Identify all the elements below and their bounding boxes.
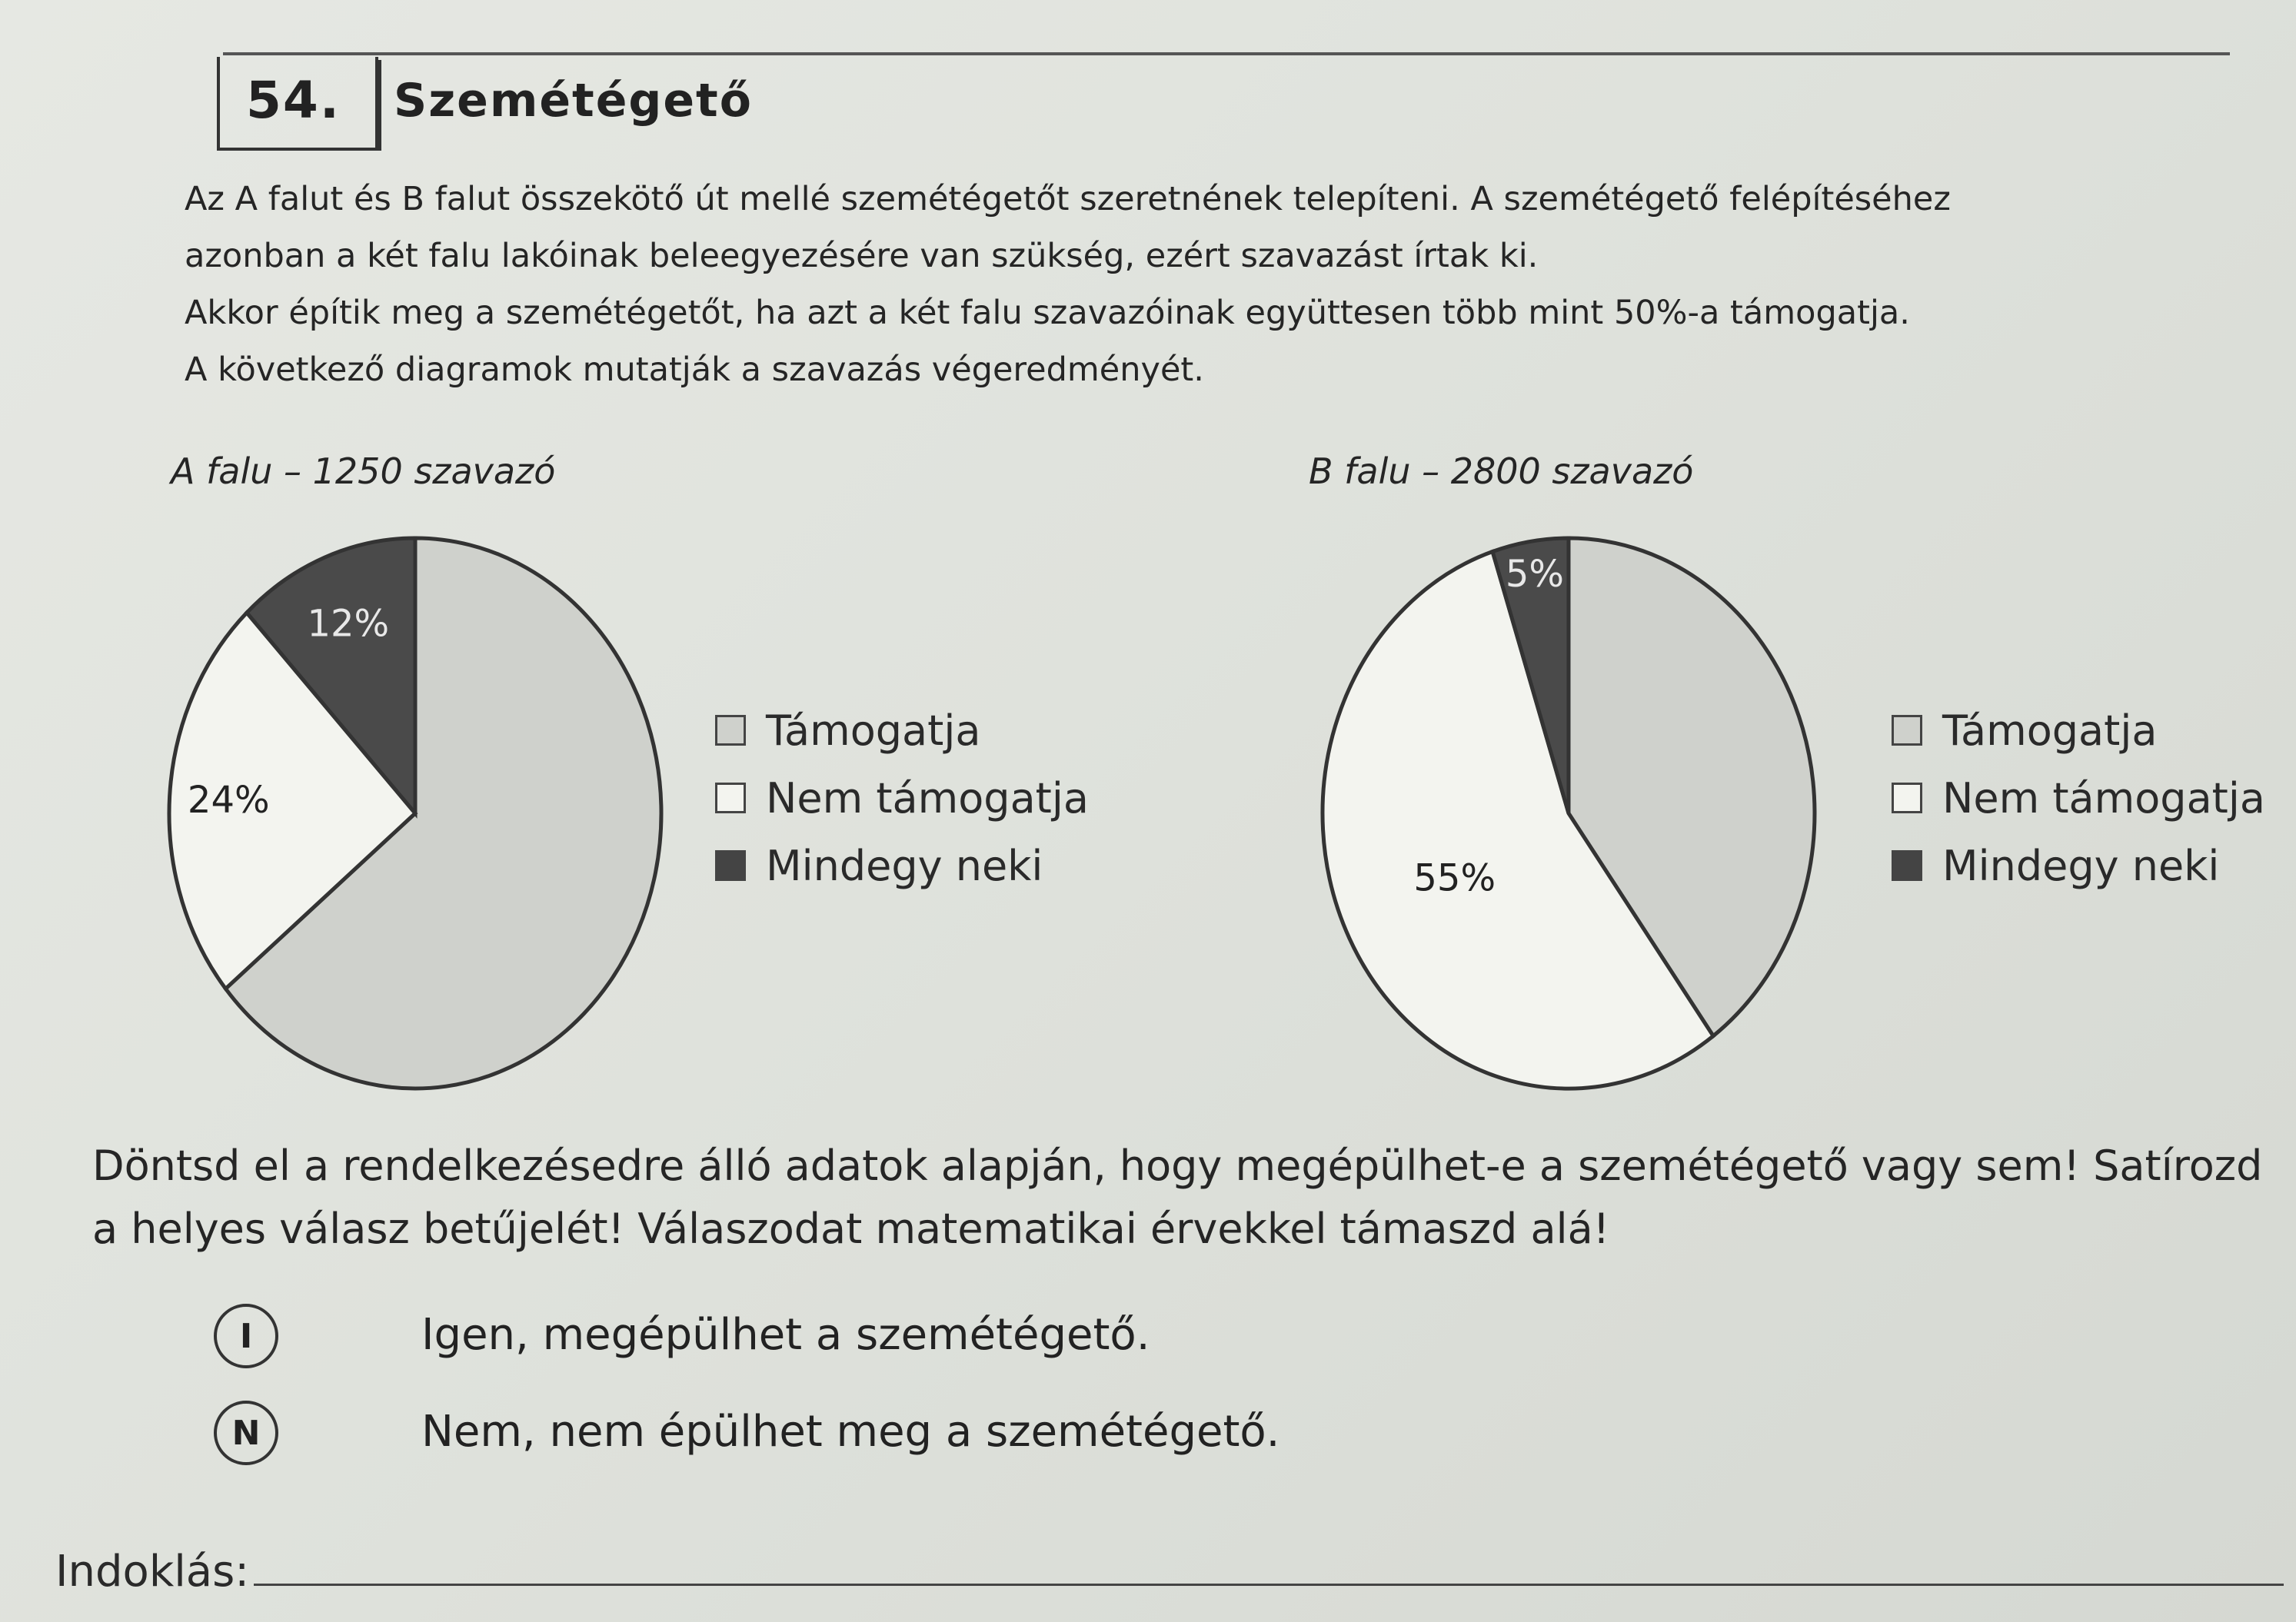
legend-swatch-no-support (715, 783, 746, 813)
task-number: 54. (246, 71, 341, 130)
option-no-circle[interactable]: N (214, 1401, 278, 1465)
legend-item-support (715, 696, 1089, 764)
chart-b-legend (1892, 696, 2265, 899)
legend-label: Támogatja (766, 706, 981, 755)
option-yes-text: Igen, megépülhet a szemétégető. (421, 1310, 1150, 1360)
option-no-text: Nem, nem épülhet meg a szemétégető. (421, 1407, 1280, 1457)
question-line: a helyes válasz betűjelét! Válaszodat matematikai érvekkel támaszd alá! (92, 1205, 1610, 1253)
legend-item-support (1892, 696, 2265, 764)
legend-label: Nem támogatja (766, 773, 1089, 823)
legend-swatch-support (1892, 715, 1922, 746)
legend-label: Támogatja (1942, 706, 2158, 755)
intro-paragraph (185, 171, 2261, 398)
pie-slice-label: 5% (1505, 552, 1565, 596)
top-rule (223, 52, 2230, 55)
reasoning-label: Indoklás: (55, 1547, 250, 1597)
chart-b-title: B falu – 2800 szavazó (1309, 450, 1694, 492)
legend-label: Nem támogatja (1942, 773, 2265, 823)
pie-slice-label: 55% (1413, 856, 1496, 900)
chart-a-pie (161, 523, 684, 1107)
intro-line: azonban a két falu lakóinak beleegyezésére van szükség, ezért szavazást írtak ki. (185, 237, 1539, 275)
chart-a-legend (715, 696, 1089, 899)
chart-b-pie (1315, 523, 1838, 1107)
intro-line: Az A falut és B falut összekötő út mellé szemétégetőt szeretnének telepíteni. A szemétégető felépítéséhez (185, 180, 1951, 218)
task-title: Szemétégető (394, 74, 753, 128)
legend-swatch-support (715, 715, 746, 746)
pie-slice-label: 24% (187, 778, 270, 822)
option-yes-circle[interactable]: I (214, 1304, 278, 1368)
legend-item-no-support (1892, 764, 2265, 832)
chart-a-title: A falu – 1250 szavazó (171, 450, 556, 492)
legend-item-indifferent (715, 832, 1089, 899)
option-yes[interactable] (214, 1304, 1150, 1368)
question-text (92, 1135, 2291, 1261)
legend-swatch-no-support (1892, 783, 1922, 813)
option-no[interactable] (214, 1401, 1280, 1465)
legend-item-no-support (715, 764, 1089, 832)
legend-swatch-indifferent (1892, 850, 1922, 881)
legend-label: Mindegy neki (1942, 841, 2220, 890)
legend-item-indifferent (1892, 832, 2265, 899)
reasoning-answer-line[interactable] (254, 1584, 2284, 1586)
intro-line: A következő diagramok mutatják a szavazás végeredményét. (185, 351, 1204, 389)
legend-swatch-indifferent (715, 850, 746, 881)
question-line: Döntsd el a rendelkezésedre álló adatok alapján, hogy megépülhet-e a szemétégető vagy sem! Satírozd (92, 1142, 2263, 1190)
pie-slice-label: 12% (307, 602, 390, 646)
legend-label: Mindegy neki (766, 841, 1043, 890)
title-divider (378, 60, 381, 151)
intro-line: Akkor építik meg a szemétégetőt, ha azt a két falu szavazóinak együttesen több mint 50%-a támogatja. (185, 294, 1910, 332)
